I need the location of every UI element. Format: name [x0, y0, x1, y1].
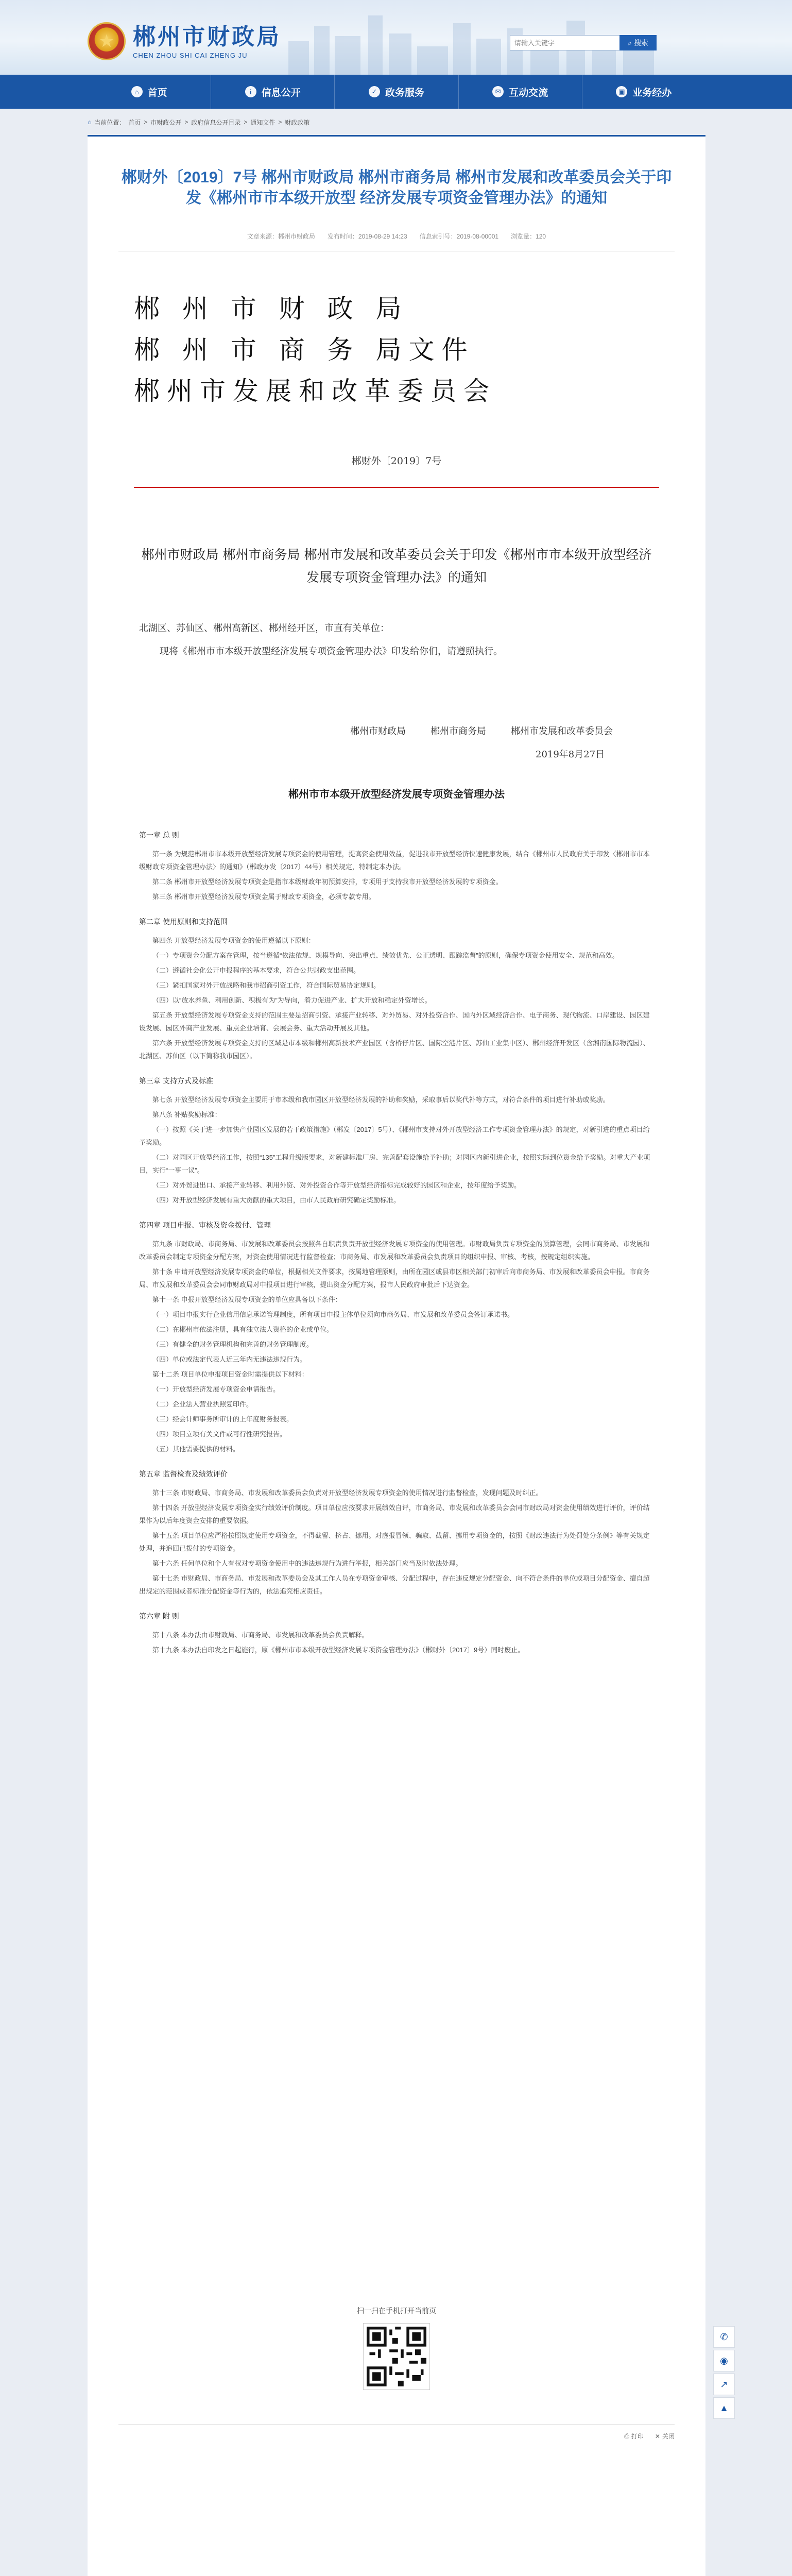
briefcase-icon: ▣	[616, 86, 627, 97]
wechat-icon: ✆	[720, 2331, 728, 2342]
doc-head-line: 郴 州 市 商 务 局文件	[134, 335, 475, 365]
breadcrumb-separator: >	[278, 118, 282, 126]
location-icon: ⌂	[88, 118, 92, 126]
arrow-up-icon: ▲	[719, 2402, 729, 2413]
regulation-paragraph: 第五条 开放型经济发展专项资金支持的范围主要是招商引资、承接产业转移、对外贸易、对外投资合作、国内外区域经济合作、电子商务、现代物流、口岸建设、园区建设发展、园区外商产业发展、重点企业培育、会展会务、重大活动开展及其他。	[139, 1011, 650, 1032]
search-icon: ⌕	[628, 38, 632, 47]
info-icon: i	[245, 86, 256, 97]
weibo-icon: ◉	[720, 2355, 728, 2366]
signatory: 郴州市发展和改革委员会	[511, 726, 613, 737]
article-meta	[196, 232, 597, 243]
close-icon: ✕	[655, 2432, 660, 2440]
nav-item-label: 首页	[147, 87, 167, 98]
nav-item-business[interactable]	[582, 75, 705, 109]
breadcrumb-item[interactable]: 首页	[128, 118, 141, 126]
signatories	[350, 724, 613, 739]
regulation-chapter-heading: 第六章 附 则	[139, 1612, 179, 1620]
regulation-paragraph: 第十八条 本办法由市财政局、市商务局、市发展和改革委员会负责解释。	[152, 1631, 369, 1639]
regulation-chapter-heading: 第二章 使用原则和支持范围	[139, 918, 228, 926]
divider	[118, 2424, 675, 2425]
regulation-paragraph: （一）按照《关于进一步加快产业园区发展的若干政策措施》（郴发〔2017〕5号）、《郴州市支持对外开放型经济工作专项资金管理办法》的规定，对新引进的重点项目给予奖励。	[139, 1126, 650, 1146]
nav-item-label: 互动交流	[509, 87, 548, 98]
regulation-paragraph: （三）经会计师事务所审计的上年度财务报表。	[152, 1415, 294, 1423]
search-bar	[510, 35, 657, 50]
regulation-paragraph: 第十六条 任何单位和个人有权对专项资金使用中的违法违规行为进行举报，相关部门应当及时依法处理。	[152, 1560, 462, 1567]
article-title: 郴财外〔2019〕7号 郴州市财政局 郴州市商务局 郴州市发展和改革委员会关于印发《郴州市市本级开放型 经济发展专项资金管理办法》的通知	[121, 169, 672, 207]
close-label: 关闭	[662, 2433, 675, 2440]
regulation-paragraph: （四）项目立项有关文件或可行性研究报告。	[152, 1430, 287, 1438]
article-panel	[88, 135, 705, 2576]
site-logo[interactable]	[88, 15, 281, 67]
regulation-paragraph: （三）有健全的财务管理机构和完善的财务管理制度。	[152, 1341, 314, 1348]
regulation-paragraph: （五）其他需要提供的材料。	[152, 1445, 240, 1453]
regulation-paragraph: （二）遵循社会化公开申报程序的基本要求，符合公共财政支出范围。	[152, 967, 360, 974]
regulation-chapter-heading: 第四章 项目申报、审核及资金拨付、管理	[139, 1221, 271, 1229]
signatory: 郴州市商务局	[431, 726, 486, 737]
regulation-paragraph: 第三条 郴州市开放型经济发展专项资金属于财政专项资金，必须专款专用。	[152, 893, 375, 901]
regulation-paragraph: 第二条 郴州市开放型经济发展专项资金是指市本级财政年初预算安排，专项用于支持我市开放型经济发展的专项资金。	[152, 878, 503, 886]
breadcrumb-separator: >	[244, 118, 248, 126]
service-icon: ✓	[369, 86, 380, 97]
nav-item-interaction[interactable]	[459, 75, 582, 109]
regulation-paragraph: 第七条 开放型经济发展专项资金主要用于市本级和我市园区开放型经济发展的补助和奖励，采取事后以奖代补等方式，对符合条件的项目进行补助或奖励。	[152, 1096, 610, 1104]
search-input[interactable]	[510, 35, 619, 50]
share-block	[88, 2306, 705, 2390]
breadcrumb-separator: >	[184, 118, 188, 126]
nav-item-info[interactable]	[211, 75, 335, 109]
nav-item-label: 政务服务	[385, 87, 425, 98]
regulation-paragraph: 第十七条 市财政局、市商务局、市发展和改革委员会及其工作人员在专项资金审核、分配过程中，存在违反规定分配资金、向不符合条件的单位或项目分配资金、擅自超出规定的范围或者标准分配资金等行为的，依法追究相应责任。	[139, 1574, 650, 1595]
article-toolbar	[624, 2432, 675, 2441]
meta-source: 文章来源：郴州市财政局	[247, 233, 315, 240]
close-button[interactable]	[655, 2432, 675, 2441]
chat-icon: ✉	[492, 86, 504, 97]
breadcrumb-prefix: 当前位置：	[94, 118, 126, 126]
site-subtitle: CHEN ZHOU SHI CAI ZHENG JU	[133, 51, 248, 59]
regulation-paragraph: （二）在郴州市依法注册，具有独立法人资格的企业或单位。	[152, 1326, 334, 1333]
regulation-paragraph: 第十三条 市财政局、市商务局、市发展和改革委员会负责对开放型经济发展专项资金的使用情况进行监督检查，发现问题及时纠正。	[152, 1489, 543, 1497]
meta-views: 浏览量：120	[511, 233, 546, 240]
regulation-paragraph: 第十五条 项目单位应严格按照规定使用专项资金，不得截留、挤占、挪用。对虚报冒领、骗取、截留、挪用专项资金的，按照《财政违法行为处罚处分条例》等有关规定处理，并追回已拨付的专项资金。	[139, 1532, 650, 1552]
regulation-paragraph: （二）对园区开放型经济工作，按照“135”工程升级版要求，对新建标准厂房、完善配套设施给予补助；对园区内新引进企业，按照实际到位资金给予奖励。对重大产业项目，实行“一事一议”。	[139, 1154, 650, 1174]
breadcrumb-item[interactable]: 政府信息公开目录	[191, 118, 241, 126]
regulation-chapter-heading: 第三章 支持方式及标准	[139, 1077, 213, 1085]
signatory: 郴州市财政局	[350, 726, 406, 737]
regulation-paragraph: 第十九条 本办法自印发之日起施行，原《郴州市市本级开放型经济发展专项资金管理办法》（郴财外〔2017〕9号）同时废止。	[152, 1646, 525, 1654]
regulation-paragraph: 第四条 开放型经济发展专项资金的使用遵循以下原则：	[152, 937, 315, 944]
regulation-paragraph: （一）专项资金分配方案在管理，按当遵循“依法依规、规模导向、突出重点、绩效优先、公正透明、跟踪监督”的原则，确保专项资金使用安全、规范和高效。	[152, 952, 619, 959]
doc-head-line: 郴 州 市 财 政 局	[134, 294, 409, 324]
main-nav	[0, 75, 792, 109]
regulation-paragraph: （一）项目申报实行企业信用信息承诺管理制度，所有项目申报主体单位须向市商务局、市发展和改革委员会签订承诺书。	[152, 1311, 514, 1318]
regulation-paragraph: （二）企业法人营业执照复印件。	[152, 1400, 253, 1408]
regulation-paragraph: 第一条 为规范郴州市市本级开放型经济发展专项资金的使用管理，提高资金使用效益，促进我市开放型经济快速健康发展，结合《郴州市人民政府关于印发〈郴州市市本级财政专项资金管理办法〉的通知》（郴政办发〔2017〕44号）相关规定，特制定本办法。	[139, 850, 650, 871]
regulation-paragraph: 第八条 补贴奖励标准：	[152, 1111, 221, 1118]
site-title: 郴州市财政局	[133, 23, 281, 50]
breadcrumb-item[interactable]: 通知文件	[250, 118, 276, 126]
regulation-paragraph: 第十四条 开放型经济发展专项资金实行绩效评价制度。项目单位应按要求开展绩效自评，市商务局、市发展和改革委员会会同市财政局对资金使用绩效进行评价，评价结果作为以后年度资金安排的重要依据。	[139, 1504, 650, 1524]
share-button[interactable]	[713, 2374, 735, 2395]
regulation-chapter-heading: 第一章 总 则	[139, 831, 179, 839]
site-header	[0, 0, 792, 75]
home-icon: ⌂	[131, 86, 143, 97]
nav-item-label: 业务经办	[632, 87, 672, 98]
print-label: 打印	[631, 2433, 644, 2440]
national-emblem-icon: ★	[88, 22, 126, 60]
nav-item-home[interactable]	[88, 75, 211, 109]
regulation-paragraph: （四）以“放水养鱼、利用创新、积极有为”为导向，着力促进产业、扩大开放和稳定外资增长。	[152, 996, 432, 1004]
regulation-paragraph: 第九条 市财政局、市商务局、市发展和改革委员会按照各自职责负责开放型经济发展专项资金的使用管理。市财政局负责专项资金的预算管理，会同市商务局、市发展和改革委员会制定专项资金分配方案，对资金使用情况进行监督检查；市商务局、市发展和改革委员会负责项目的组织申报、审核、考核，按规定组织实施。	[139, 1240, 650, 1261]
regulation-paragraph: 第六条 开放型经济发展专项资金支持的区域是市本级和郴州高新技术产业园区（含桥仔片区、国际空港片区、苏仙工业集中区）、郴州经济开发区（含湘南国际物流园）、北湖区、苏仙区（以下简称我市园区）。	[139, 1039, 650, 1060]
side-toolbar	[713, 2326, 736, 2421]
qr-code-icon	[367, 2327, 426, 2386]
breadcrumb	[88, 116, 705, 128]
breadcrumb-separator: >	[144, 118, 148, 126]
share-label: 扫一扫在手机打开当前页	[357, 2307, 436, 2315]
meta-index: 信息索引号：2019-08-00001	[419, 233, 499, 240]
wechat-button[interactable]	[713, 2326, 735, 2348]
nav-item-label: 信息公开	[261, 87, 301, 98]
regulation-paragraph: 第十条 申请开放型经济发展专项资金的单位，根据相关文件要求，按属地管理原则，由所在园区或县市区相关部门初审后向市商务局、市发展和改革委员会申报。市商务局、市发展和改革委员会会同市财政局对申报项目进行审核，提出资金分配方案，报市人民政府审批后下达资金。	[139, 1268, 650, 1289]
regulation-chapter-heading: 第五章 监督检查及绩效评价	[139, 1470, 228, 1478]
meta-date: 发布时间：2019-08-29 14:23	[327, 233, 407, 240]
print-icon: ⎙	[624, 2432, 629, 2439]
search-button[interactable]	[619, 35, 657, 50]
regulation-paragraph: （四）单位或法定代表人近三年内无违法违规行为。	[152, 1355, 307, 1363]
back-to-top-button[interactable]	[713, 2397, 735, 2419]
qr-code	[363, 2323, 430, 2390]
doc-number: 郴财外〔2019〕7号	[351, 455, 442, 467]
share-icon: ↗	[720, 2379, 728, 2389]
regulation-body	[139, 817, 654, 1658]
breadcrumb-item[interactable]: 财政政策	[285, 118, 310, 126]
regulation-paragraph: （三）紧扣国家对外开放战略和我市招商引资工作，符合国际贸易协定规则。	[152, 981, 381, 989]
notice-addressee: 北湖区、苏仙区、郴州高新区、郴州经开区，市直有关单位：	[139, 623, 389, 634]
nav-item-service[interactable]	[335, 75, 458, 109]
breadcrumb-item[interactable]: 市财政公开	[150, 118, 182, 126]
red-divider	[134, 487, 659, 488]
weibo-button[interactable]	[713, 2350, 735, 2371]
regulation-paragraph: （一）开放型经济发展专项资金申请报告。	[152, 1385, 280, 1393]
notice-title: 郴州市财政局 郴州市商务局 郴州市发展和改革委员会关于印发《郴州市市本级开放型经济发展专项资金管理办法》的通知	[141, 547, 652, 585]
search-button-label: 搜索	[633, 39, 648, 47]
regulation-paragraph: 第十二条 项目单位申报项目资金时需提供以下材料：	[152, 1370, 308, 1378]
print-button[interactable]	[624, 2432, 644, 2441]
regulation-paragraph: 第十一条 申报开放型经济发展专项资金的单位应具备以下条件：	[152, 1296, 342, 1303]
notice-body: 现将《郴州市市本级开放型经济发展专项资金管理办法》印发给你们，请遵照执行。	[160, 646, 503, 657]
doc-head-line: 郴州市发展和改革委员会	[134, 376, 496, 406]
sign-date: 2019年8月27日	[536, 749, 605, 760]
regulation-paragraph: （四）对开放型经济发展有重大贡献的重大项目，由市人民政府研究确定奖励标准。	[152, 1196, 401, 1204]
regulation-paragraph: （三）对外贸进出口、承接产业转移、利用外资、对外投资合作等开放型经济指标完成较好的园区和企业，按年度给予奖励。	[152, 1181, 521, 1189]
regulation-title: 郴州市市本级开放型经济发展专项资金管理办法	[288, 789, 505, 800]
